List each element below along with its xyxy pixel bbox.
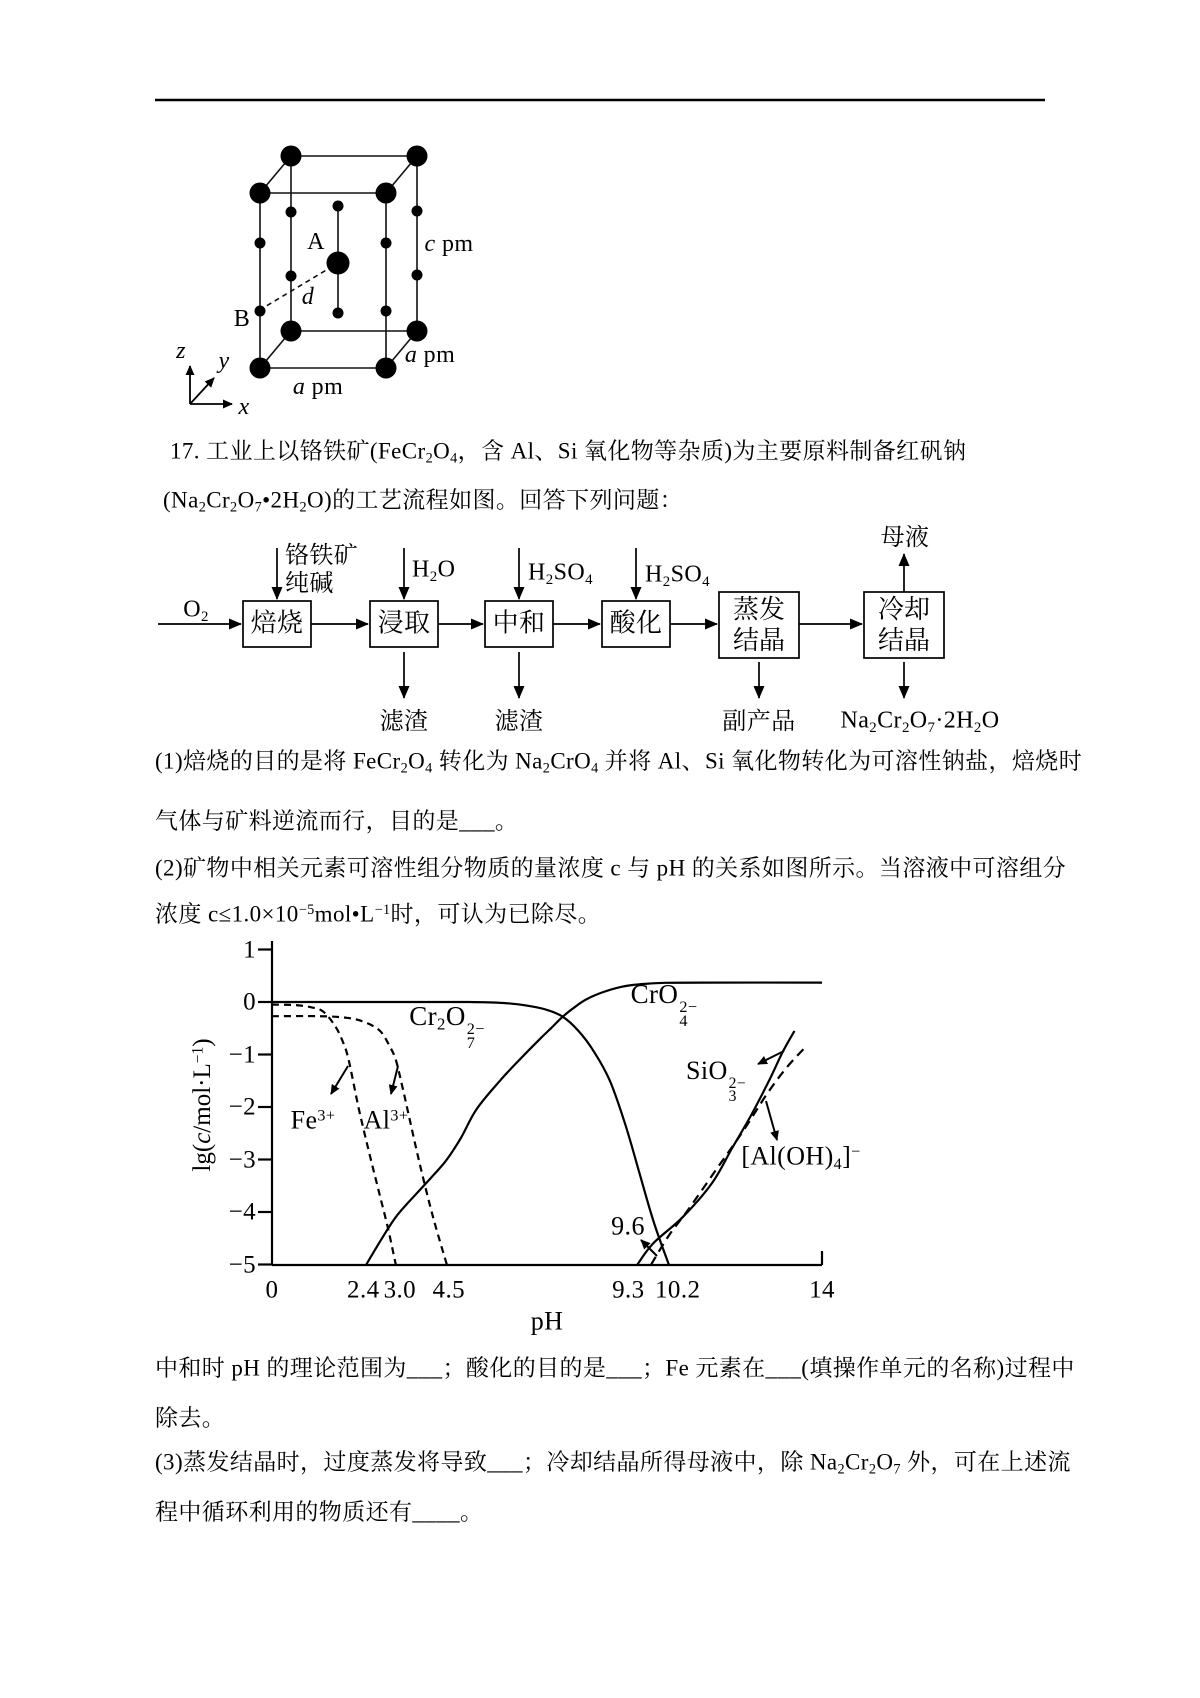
curve-label: CrO 2− 4 (630, 978, 698, 1030)
part1-line2: 气体与矿料逆流而行，目的是___。 (155, 808, 519, 834)
flow-box-label-leach: 浸取 (377, 608, 431, 638)
flow-box-label-cool: 冷却 结晶 (877, 594, 931, 655)
x-tick-label: 3.0 (383, 1276, 417, 1304)
flow-output-product: $Na_2Cr_2O_7\cdot 2H_2O$ (840, 707, 1000, 736)
curve-label: $Al^{3+}$ (363, 1105, 409, 1135)
flow-output-residue-1: 滤渣 (379, 708, 429, 735)
curve-label: $[Al(OH)_4]^-$ (741, 1141, 861, 1173)
flow-input-water: $H_2O$ (412, 556, 456, 585)
part2-line2: 浓度 $c\le 1.0\times 10^{-5}mol•L^{-1}$时，可认为已除尽。 (155, 901, 602, 927)
flow-input-o2: $O_2$ (183, 596, 209, 625)
axis-y-label: y (218, 347, 230, 374)
question-17-line1: 17. 工业上以铬铁矿($FeCr_2O_4$，含 Al、Si 氧化物等杂质)为主要原料制备红矾钠 (170, 438, 967, 467)
curve-label: 9.6 (611, 1211, 645, 1241)
curve-label: $Cr_2O$ 2− 7 (409, 1000, 485, 1052)
atom-B (255, 306, 266, 317)
crystal-label-a-pm-bottom: a pm (292, 373, 344, 400)
flow-output-byproduct: 副产品 (722, 708, 796, 735)
mid-question-line1: 中和时 pH 的理论范围为___；酸化的目的是___；Fe 元素在___(填操作单元的名称)过程中 (155, 1355, 1075, 1381)
part3-line1: (3)蒸发结晶时，过度蒸发将导致___；冷却结晶所得母液中，除 $Na_2Cr_2O_7$ 外，可在上述流 (155, 1449, 1071, 1478)
x-tick-label: 9.3 (612, 1276, 645, 1304)
axis-z-label: z (176, 337, 186, 364)
chart-curve-al3- (272, 1016, 447, 1264)
flow-input-soda-ash: 纯碱 (285, 570, 334, 597)
crystal-label-A: A (307, 228, 325, 255)
y-tick-label: −1 (228, 1040, 256, 1068)
flow-input-sulfuric-acid-2: $H_2SO_4$ (645, 561, 710, 590)
flow-box-label-neutralize: 中和 (492, 608, 546, 638)
chart-y-axis-title: $\lg(c/mol\cdot L^{-1})$ (189, 1038, 216, 1172)
y-tick-label: −5 (228, 1250, 256, 1278)
chart-annotation-arrow (391, 1066, 398, 1094)
flow-input-sulfuric-acid-1: $H_2SO_4$ (528, 559, 593, 588)
x-tick-label: 14 (809, 1276, 835, 1304)
distance-d-line (263, 266, 333, 308)
part2-line1: (2)矿物中相关元素可溶性组分物质的量浓度 c 与 pH 的关系如图所示。当溶液中可溶组分 (155, 855, 1067, 881)
chart-x-axis-title: pH (530, 1306, 564, 1336)
crystal-label-a-pm-right: a pm (404, 341, 456, 368)
y-tick-label: −4 (228, 1198, 256, 1226)
flow-box-label-evaporate: 蒸发 结晶 (732, 594, 786, 655)
x-tick-label: 10.2 (655, 1276, 701, 1304)
chart-curves (272, 983, 822, 1265)
x-tick-label: 4.5 (432, 1276, 466, 1304)
flow-box-label-acidify: 酸化 (609, 608, 663, 638)
y-tick-label: 0 (243, 988, 256, 1016)
atom-A (327, 252, 350, 275)
chart-annotation-arrow (331, 1066, 348, 1094)
part3-line2: 程中循环利用的物质还有____。 (155, 1499, 484, 1525)
y-tick-label: 1 (243, 935, 256, 963)
curve-label: SiO 2− 3 (685, 1055, 747, 1105)
mid-question-line2: 除去。 (155, 1405, 226, 1431)
flow-input-chromite: 铬铁矿 (285, 542, 359, 569)
curve-label: $Fe^{3+}$ (290, 1105, 336, 1135)
part1-line1: (1)焙烧的目的是将 $FeCr_2O_4$ 转化为 $Na_2CrO_4$ 并将 Al、Si 氧化物转化为可溶性钠盐，焙烧时 (155, 748, 1083, 777)
flow-box-label-roast: 焙烧 (250, 608, 304, 638)
corner-atoms (250, 146, 428, 379)
y-tick-label: −2 (228, 1093, 256, 1121)
flow-output-mother-liquor: 母液 (880, 524, 930, 551)
crystal-label-B: B (233, 305, 251, 332)
x-tick-label: 0 (265, 1276, 279, 1304)
question-17-line2: $(Na_2Cr_2O_7•2H_2O)$的工艺流程如图。回答下列问题： (163, 487, 684, 516)
y-tick-marks (258, 950, 272, 1265)
crystal-label-c-pm: c pm (424, 230, 474, 257)
flow-output-residue-2: 滤渣 (494, 708, 544, 735)
y-tick-label: −3 (228, 1145, 256, 1173)
axis-x-label: x (238, 393, 250, 420)
crystal-label-d: d (301, 283, 315, 310)
x-tick-label: 2.4 (347, 1276, 380, 1304)
chart-annotation-arrow (766, 1101, 777, 1140)
